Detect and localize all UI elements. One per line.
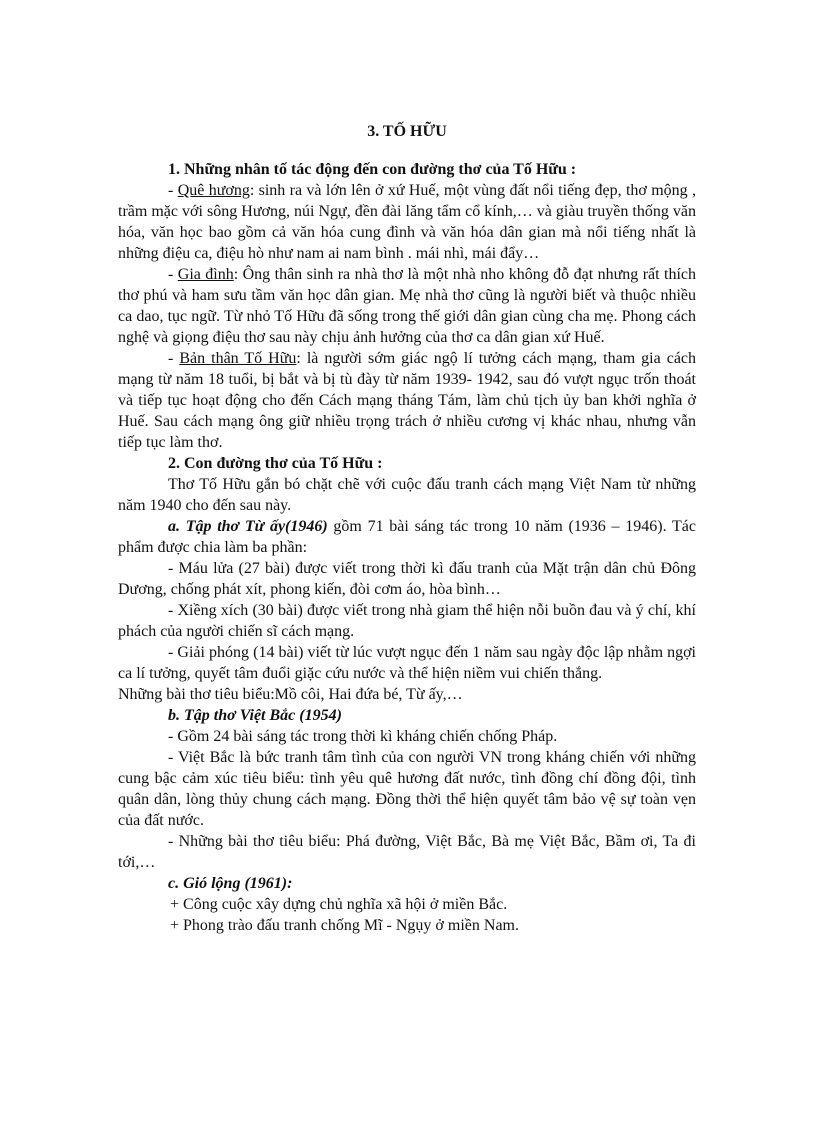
subsection-a-works: Những bài thơ tiêu biểu:Mồ côi, Hai đứa bé, Từ ấy,… [118, 686, 463, 703]
section-2-intro: Thơ Tố Hữu gắn bó chặt chẽ với cuộc đấu tranh cách mạng Việt Nam từ những năm 1940 cho đến sau này. [118, 476, 696, 514]
section-1-heading: 1. Những nhân tố tác động đến con đường thơ của Tố Hữu : [168, 161, 577, 178]
subsection-a-part-3: - Giải phóng (14 bài) viết từ lúc vượt ngục đến 1 năm sau ngày độc lập nhằm ngợi ca lí tưởng, quyết tâm đuổi giặc cứu nước và thể hiện niềm vui chiến thắng. [118, 644, 696, 682]
gia-dinh-label: Gia đình [177, 266, 234, 283]
ban-than-text: : là người sớm giác ngộ lí tưởng cách mạng, tham gia cách mạng từ năm 18 tuổi, bị bắt và bị tù đày từ năm 1939- 1942, sau đó vượt ngục trốn thoát và tiếp tục hoạt động cho đến Cách mạng tháng Tám, làm chủ tịch ủy ban khởi nghĩa ở Huế. Sau cách mạng ông giữ nhiều trọng trách ở nhiều cương vị khác nhau, nhưng vẫn tiếp tục làm thơ. [118, 350, 697, 451]
paragraph-gia-dinh: - Gia đình: Ông thân sinh ra nhà thơ là một nhà nho không đỗ đạt nhưng rất thích thơ phú và ham sưu tầm văn học dân gian. Mẹ nhà thơ cũng là người biết và thuộc nhiều ca dao, tục ngữ. Từ nhỏ Tố Hữu đã sống trong thế giới dân gian cùng cha mẹ. Phong cách nghệ và giọng điệu thơ sau này chịu ảnh hưởng của thơ ca dân gian xứ Huế. [118, 266, 697, 346]
subsection-b-part-1: - Gồm 24 bài sáng tác trong thời kì kháng chiến chống Pháp. [168, 728, 558, 745]
que-huong-text: : sinh ra và lớn lên ở xứ Huế, một vùng đất nổi tiếng đẹp, thơ mộng , trầm mặc với sông Hương, núi Ngự, đền đài lăng tẩm cổ kính,… và giàu truyền thống văn hóa, văn học bao gồm cả văn hóa cung đình và văn hóa dân gian mà nổi tiếng nhất là những điệu ca, điệu hò như nam ai nam bình . mái nhì, mái đẩy… [118, 182, 697, 262]
gia-dinh-text: : Ông thân sinh ra nhà thơ là một nhà nho không đỗ đạt nhưng rất thích thơ phú và ham sưu tầm văn học dân gian. Mẹ nhà thơ cũng là người biết và thuộc nhiều ca dao, tục ngữ. Từ nhỏ Tố Hữu đã sống trong thế giới dân gian cùng cha mẹ. Phong cách nghệ và giọng điệu thơ sau này chịu ảnh hưởng của thơ ca dân gian xứ Huế. [118, 266, 697, 346]
subsection-b-part-3: - Những bài thơ tiêu biểu: Phá đường, Việt Bắc, Bà mẹ Việt Bắc, Bầm ơi, Ta đi tới,… [118, 833, 696, 871]
paragraph-que-huong: - Quê hương: sinh ra và lớn lên ở xứ Huế, một vùng đất nổi tiếng đẹp, thơ mộng , trầm mặc với sông Hương, núi Ngự, đền đài lăng tẩm cổ kính,… và giàu truyền thống văn hóa, văn học bao gồm cả văn hóa cung đình và văn hóa dân gian mà nổi tiếng nhất là những điệu ca, điệu hò như nam ai nam bình . mái nhì, mái đẩy… [118, 182, 697, 262]
que-huong-label: Quê hương [177, 182, 250, 199]
subsection-c-title: c. Gió lộng (1961): [168, 875, 293, 892]
subsection-a [118, 516, 696, 558]
ban-than-label: Bản thân Tố Hữu [179, 350, 297, 367]
subsection-c-item-2: + Phong trào đấu tranh chống Mĩ - Ngụy ở miền Nam. [170, 917, 519, 934]
section-2-heading: 2. Con đường thơ của Tố Hữu : [168, 455, 383, 472]
subsection-c-item-1: + Công cuộc xây dựng chủ nghĩa xã hội ở miền Bắc. [170, 896, 508, 913]
subsection-b-part-2: - Việt Bắc là bức tranh tâm tình của con người VN trong kháng chiến với những cung bậc cảm xúc tiêu biểu: tình yêu quê hương đất nước, tình đồng chí đồng đội, tình quân dân, lòng thủy chung cách mạng. Đồng thời thể hiện quyết tâm bảo vệ sự toàn vẹn của đất nước. [118, 749, 696, 829]
document-body [118, 121, 696, 936]
subsection-a-text: gồm 71 bài sáng tác trong 10 năm (1936 – 1946). Tác phẩm được chia làm ba phần: [118, 518, 696, 556]
subsection-b-title: b. Tập thơ Việt Bắc (1954) [168, 707, 342, 724]
page-title: 3. TỐ HỮU [367, 123, 447, 140]
subsection-a-part-1: - Máu lửa (27 bài) được viết trong thời kì đấu tranh của Mặt trận dân chủ Đông Dương, chống phát xít, phong kiến, đòi cơm áo, hòa bình… [118, 560, 696, 598]
paragraph-ban-than: - Bản thân Tố Hữu: là người sớm giác ngộ lí tưởng cách mạng, tham gia cách mạng từ năm 18 tuổi, bị bắt và bị tù đày từ năm 1939- 1942, sau đó vượt ngục trốn thoát và tiếp tục hoạt động cho đến Cách mạng tháng Tám, làm chủ tịch ủy ban khởi nghĩa ở Huế. Sau cách mạng ông giữ nhiều trọng trách ở nhiều cương vị khác nhau, nhưng vẫn tiếp tục làm thơ. [118, 350, 697, 451]
subsection-a-part-2: - Xiềng xích (30 bài) được viết trong nhà giam thể hiện nỗi buồn đau và ý chí, khí phách của người chiến sĩ cách mạng. [118, 602, 696, 640]
subsection-a-title: a. Tập thơ Từ ấy(1946) [168, 518, 328, 535]
